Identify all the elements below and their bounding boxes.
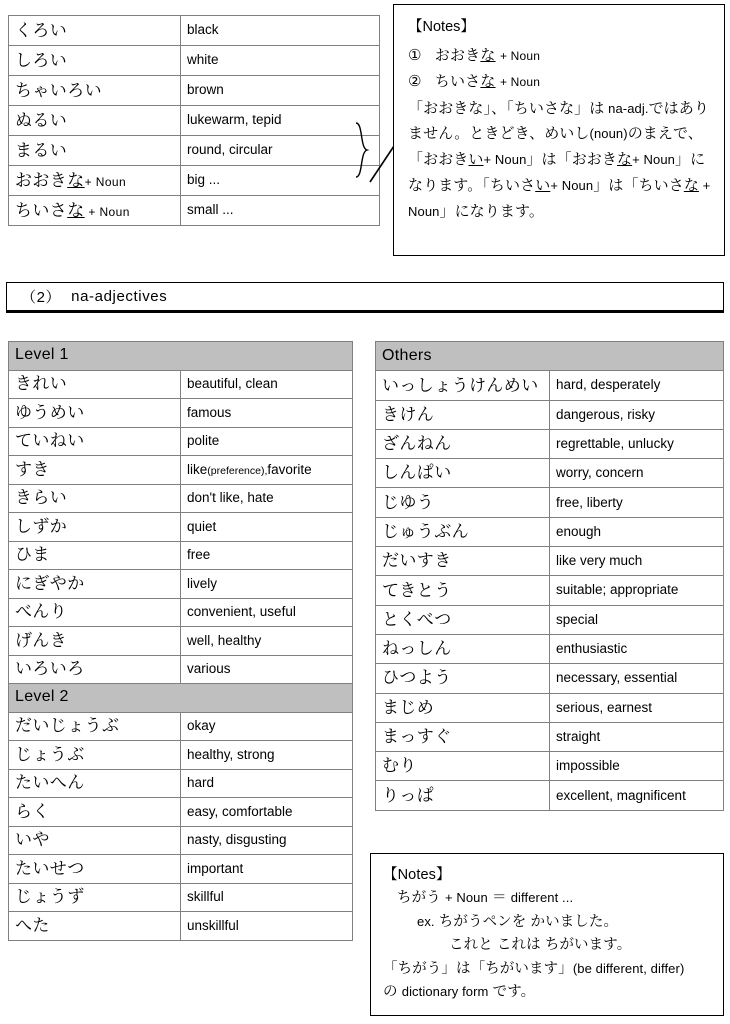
table-row <box>9 513 353 542</box>
na-adjective-meaning: hard, desperately <box>550 371 724 400</box>
table-row <box>376 488 724 517</box>
na-adjective-meaning: enough <box>550 517 724 546</box>
i-adjective-word: ちいさな + Noun <box>9 196 181 226</box>
na-adjective-word: ひま <box>9 541 181 570</box>
table-row <box>9 826 353 855</box>
na-adjective-meaning: serious, earnest <box>550 693 724 722</box>
na-adjective-meaning: like(preference),favorite <box>181 456 353 485</box>
table-row <box>376 781 724 810</box>
i-adjective-meaning: round, circular <box>181 136 380 166</box>
i-adjective-table-body <box>9 16 380 226</box>
na-adjective-left-table <box>8 341 353 941</box>
table-row <box>376 517 724 546</box>
na-adjective-word: いっしょうけんめい <box>376 371 550 400</box>
section-number: （2） <box>21 289 62 306</box>
table-row <box>376 605 724 634</box>
na-adjective-meaning: free, liberty <box>550 488 724 517</box>
table-row <box>376 576 724 605</box>
i-adjective-word: まるい <box>9 136 181 166</box>
na-adjective-meaning: worry, concern <box>550 459 724 488</box>
table-row <box>9 136 380 166</box>
na-adjective-meaning: enthusiastic <box>550 634 724 663</box>
na-adjective-meaning: straight <box>550 722 724 751</box>
table-row <box>376 459 724 488</box>
na-adjective-meaning: skillful <box>181 883 353 912</box>
group-header-row <box>9 342 353 371</box>
notes-top-paragraph: 「おおきな」、「ちいさな」は na-adj.ではありません。ときどき、めいし(noun)のまえで、「おおきい+ Noun」は「おおきな+ Noun」になります。「ちいさい+ Noun」は「ちいさな + Noun」になります。 <box>408 99 711 220</box>
na-adjective-word: にぎやか <box>9 570 181 599</box>
table-row <box>376 429 724 458</box>
na-adjective-word: しんぱい <box>376 459 550 488</box>
na-adjective-word: ざんねん <box>376 429 550 458</box>
na-adjective-word: まじめ <box>376 693 550 722</box>
table-row <box>9 106 380 136</box>
group-header-row <box>376 342 724 371</box>
na-adjective-word: きけん <box>376 400 550 429</box>
i-adjective-word: しろい <box>9 46 181 76</box>
na-adjective-meaning: various <box>181 655 353 684</box>
na-adjective-meaning: hard <box>181 769 353 798</box>
na-adjective-meaning: easy, comfortable <box>181 798 353 827</box>
na-adjective-meaning: famous <box>181 399 353 428</box>
na-adjective-word: だいじょうぶ <box>9 712 181 741</box>
notes-bottom-line-3: これと これは ちがいます。 <box>449 937 632 954</box>
table-row <box>9 570 353 599</box>
notes-top-title: 【Notes】 <box>408 19 475 35</box>
na-adjective-left-table-body <box>9 342 353 941</box>
i-adjective-meaning: black <box>181 16 380 46</box>
notes-box-top <box>393 4 725 256</box>
na-adjective-word: ゆうめい <box>9 399 181 428</box>
table-row <box>9 16 380 46</box>
na-adjective-word: じょうぶ <box>9 741 181 770</box>
na-adjective-meaning: suitable; appropriate <box>550 576 724 605</box>
na-adjective-meaning: regrettable, unlucky <box>550 429 724 458</box>
na-adjective-meaning: necessary, essential <box>550 664 724 693</box>
table-row <box>9 598 353 627</box>
na-adjective-meaning: free <box>181 541 353 570</box>
notes-top-item-2: ② ちいさな + Noun <box>408 72 541 90</box>
i-adjective-word: おおきな+ Noun <box>9 166 181 196</box>
table-row <box>376 400 724 429</box>
table-row <box>9 76 380 106</box>
table-row <box>9 883 353 912</box>
na-adjective-word: ていねい <box>9 427 181 456</box>
na-adjective-word: へた <box>9 912 181 941</box>
na-adjective-word: らく <box>9 798 181 827</box>
table-row <box>376 752 724 781</box>
na-adjective-meaning: well, healthy <box>181 627 353 656</box>
i-adjective-meaning: brown <box>181 76 380 106</box>
table-row <box>9 655 353 684</box>
table-row <box>9 370 353 399</box>
na-adjective-word: たいせつ <box>9 855 181 884</box>
i-adjective-table <box>8 15 380 226</box>
na-adjective-meaning: special <box>550 605 724 634</box>
section-title: na-adjectives <box>71 288 168 305</box>
notes-bottom-title: 【Notes】 <box>383 867 451 883</box>
notes-box-bottom <box>370 853 724 1016</box>
na-adjective-word: たいへん <box>9 769 181 798</box>
na-adjective-meaning: excellent, magnificent <box>550 781 724 810</box>
na-adjective-word: げんき <box>9 627 181 656</box>
na-adjective-meaning: impossible <box>550 752 724 781</box>
i-adjective-word: ぬるい <box>9 106 181 136</box>
table-row <box>9 741 353 770</box>
na-adjective-word: じゅうぶん <box>376 517 550 546</box>
i-adjective-word: くろい <box>9 16 181 46</box>
na-adjective-meaning: lively <box>181 570 353 599</box>
na-adjective-word: まっすぐ <box>376 722 550 751</box>
table-row <box>9 196 380 226</box>
i-adjective-meaning: white <box>181 46 380 76</box>
notes-bottom-line-4: 「ちがう」は「ちがいます」(be different, differ) <box>383 960 685 977</box>
table-row <box>9 166 380 196</box>
table-row <box>9 855 353 884</box>
section-header-na-adjectives <box>6 282 724 313</box>
table-row <box>9 769 353 798</box>
table-row <box>9 427 353 456</box>
notes-top-item-1-marker: ① <box>408 47 422 64</box>
na-adjective-meaning: beautiful, clean <box>181 370 353 399</box>
na-adjective-word: しずか <box>9 513 181 542</box>
na-adjective-meaning: convenient, useful <box>181 598 353 627</box>
i-adjective-meaning: lukewarm, tepid <box>181 106 380 136</box>
na-adjective-word: じょうず <box>9 883 181 912</box>
notes-bottom-line-2: ex. ちがうペンを かいました。 <box>417 913 619 930</box>
table-row <box>9 798 353 827</box>
group-header-row <box>9 684 353 713</box>
na-adjective-word: むり <box>376 752 550 781</box>
na-adjective-meaning: don't like, hate <box>181 484 353 513</box>
table-row <box>376 722 724 751</box>
notes-bottom-line-5: の dictionary form です。 <box>383 984 536 1001</box>
na-adjective-right-table <box>375 341 724 811</box>
na-adjective-meaning: dangerous, risky <box>550 400 724 429</box>
na-adjective-word: きれい <box>9 370 181 399</box>
table-row <box>376 547 724 576</box>
na-adjective-word: とくべつ <box>376 605 550 634</box>
i-adjective-word: ちゃいろい <box>9 76 181 106</box>
na-adjective-word: じゆう <box>376 488 550 517</box>
notes-top-item-1: ① おおきな + Noun <box>408 47 541 64</box>
table-row <box>9 912 353 941</box>
table-row <box>9 541 353 570</box>
na-adjective-meaning: like very much <box>550 547 724 576</box>
group-header-label: Level 1 <box>9 342 353 371</box>
na-adjective-word: すき <box>9 456 181 485</box>
table-row <box>9 712 353 741</box>
na-adjective-meaning: nasty, disgusting <box>181 826 353 855</box>
i-adjective-meaning: big ... <box>181 166 380 196</box>
na-adjective-right-table-body <box>376 342 724 811</box>
table-row <box>376 634 724 663</box>
na-adjective-meaning: important <box>181 855 353 884</box>
notes-top-item-2-marker: ② <box>408 72 422 90</box>
group-header-label: Others <box>376 342 724 371</box>
na-adjective-meaning: unskillful <box>181 912 353 941</box>
na-adjective-word: ねっしん <box>376 634 550 663</box>
na-adjective-meaning: healthy, strong <box>181 741 353 770</box>
table-row <box>9 399 353 428</box>
table-row <box>9 484 353 513</box>
na-adjective-word: てきとう <box>376 576 550 605</box>
na-adjective-word: いや <box>9 826 181 855</box>
table-row <box>376 693 724 722</box>
table-row <box>9 627 353 656</box>
na-adjective-meaning: polite <box>181 427 353 456</box>
na-adjective-meaning: quiet <box>181 513 353 542</box>
na-adjective-word: りっぱ <box>376 781 550 810</box>
notes-bottom-line-1: ちがう + Noun ＝ different ... <box>397 890 574 907</box>
na-adjective-word: べんり <box>9 598 181 627</box>
group-header-label: Level 2 <box>9 684 353 713</box>
table-row <box>376 664 724 693</box>
table-row <box>9 46 380 76</box>
table-row <box>376 371 724 400</box>
na-adjective-word: きらい <box>9 484 181 513</box>
na-adjective-word: ひつよう <box>376 664 550 693</box>
na-adjective-meaning: okay <box>181 712 353 741</box>
table-row <box>9 456 353 485</box>
i-adjective-meaning: small ... <box>181 196 380 226</box>
na-adjective-word: だいすき <box>376 547 550 576</box>
na-adjective-word: いろいろ <box>9 655 181 684</box>
